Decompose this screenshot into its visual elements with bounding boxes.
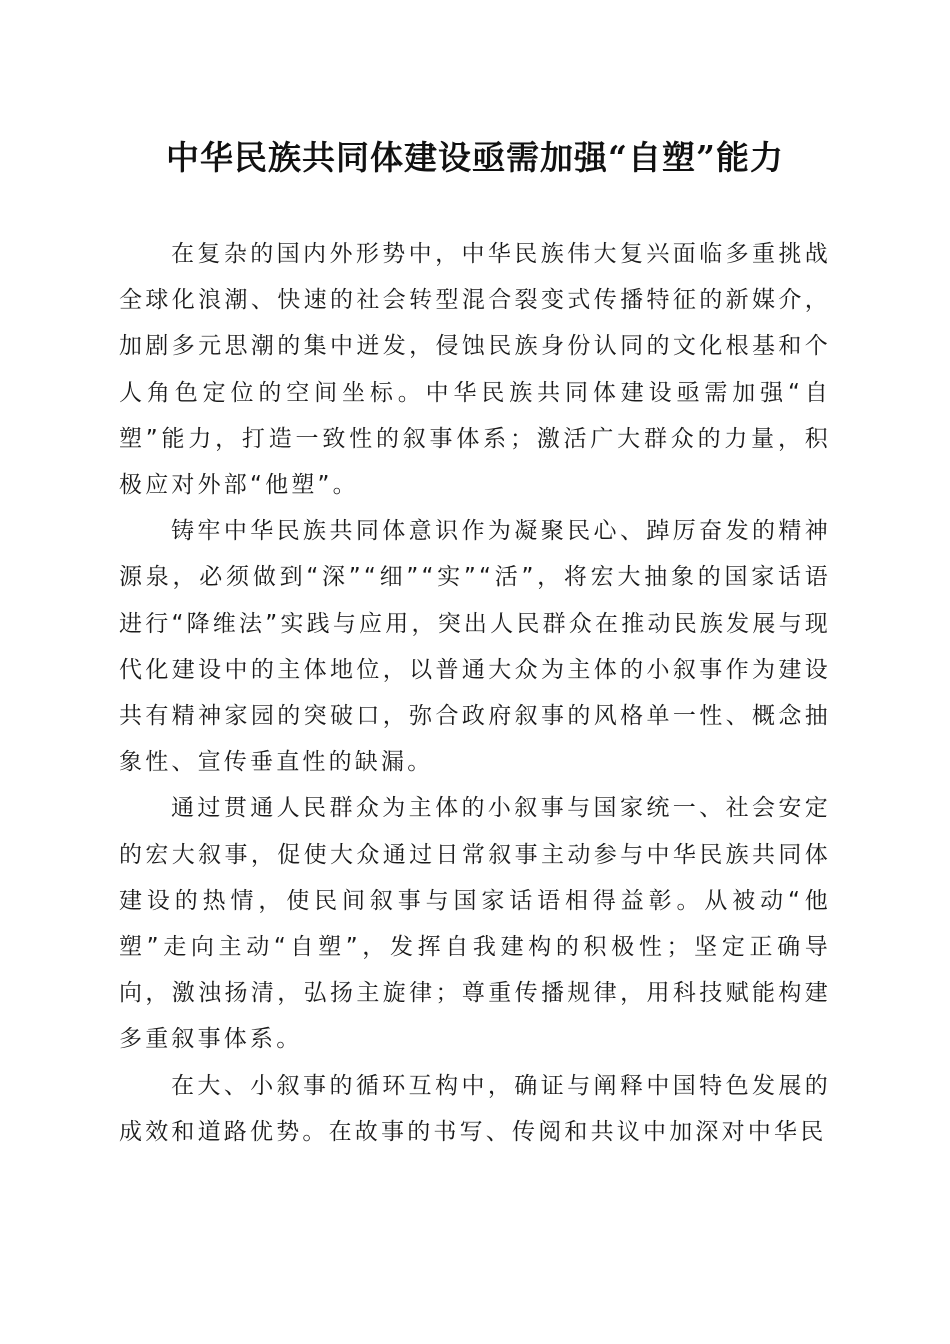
paragraph-1: 在复杂的国内外形势中，中华民族伟大复兴面临多重挑战全球化浪潮、快速的社会转型混合裂变式传播特征的新媒介，加剧多元思潮的集中迸发，侵蚀民族身份认同的文化根基和个人角色定位的空间坐标。中华民族共同体建设亟需加强“自塑”能力，打造一致性的叙事体系；激活广大群众的力量，积极应对外部“他塑”。 <box>119 241 831 499</box>
paragraph-4: 在大、小叙事的循环互构中，确证与阐释中国特色发展的成效和道路优势。在故事的书写、传阅和共议中加深对中华民 <box>119 1072 831 1145</box>
paragraph-3: 通过贯通人民群众为主体的小叙事与国家统一、社会安定的宏大叙事，促使大众通过日常叙事主动参与中华民族共同体建设的热情，使民间叙事与国家话语相得益彰。从被动“他塑”走向主动“自塑”，发挥自我建构的积极性；坚定正确导向，激浊扬清，弘扬主旋律；尊重传播规律，用科技赋能构建多重叙事体系。 <box>119 795 831 1053</box>
paragraph-2: 铸牢中华民族共同体意识作为凝聚民心、踔厉奋发的精神源泉，必须做到“深”“细”“实”“活”，将宏大抽象的国家话语进行“降维法”实践与应用，突出人民群众在推动民族发展与现代化建设中的主体地位，以普通大众为主体的小叙事作为建设共有精神家园的突破口，弥合政府叙事的风格单一性、概念抽象性、宣传垂直性的缺漏。 <box>119 518 831 776</box>
document-body <box>119 231 831 1155</box>
document-title: 中华民族共同体建设亟需加强“自塑”能力 <box>166 138 784 177</box>
